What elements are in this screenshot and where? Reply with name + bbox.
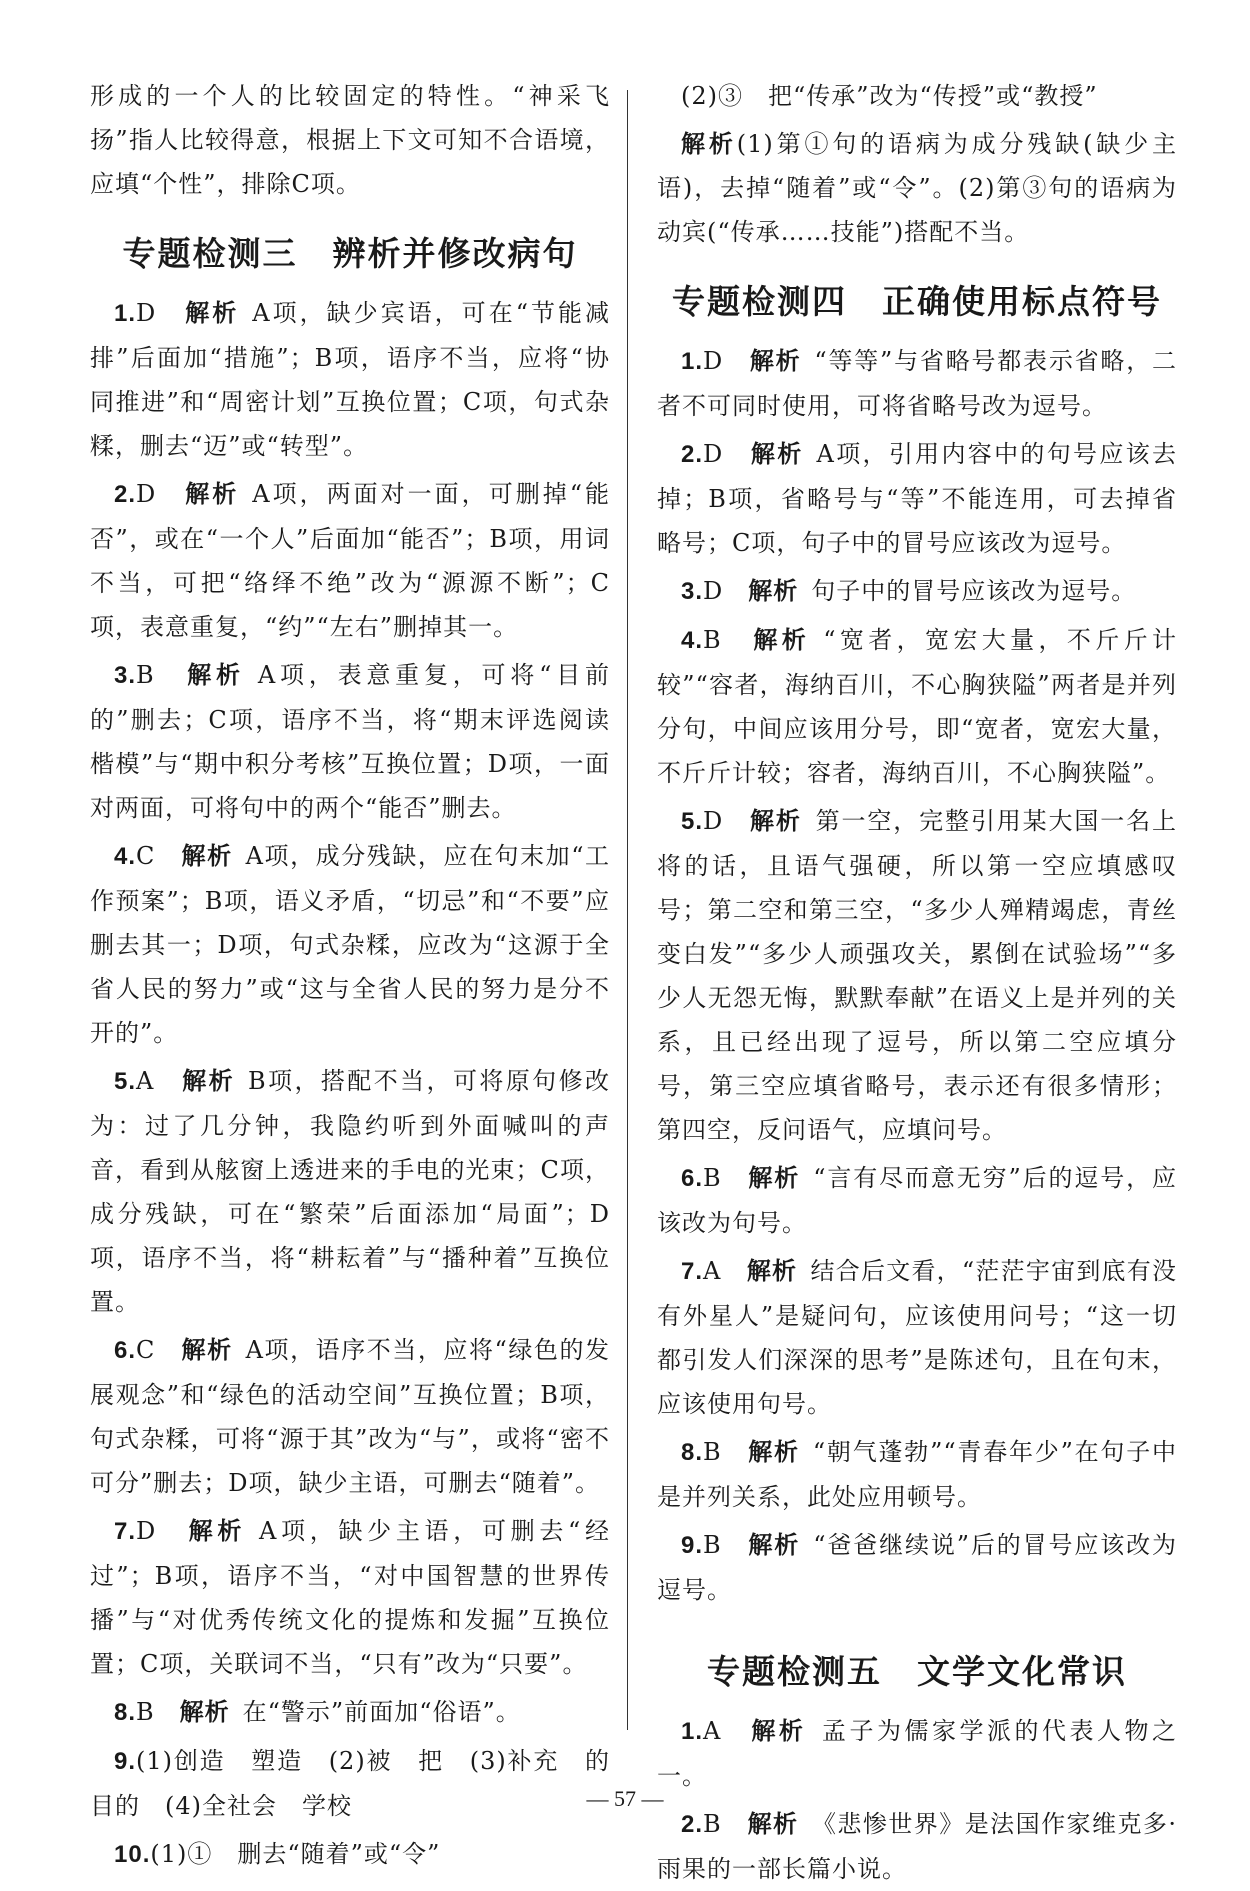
answer-explanation-continuation — [657, 122, 1177, 254]
item-number: 8. — [681, 1439, 704, 1466]
item-text: 在“警示”前面加“俗语”。 — [242, 1698, 521, 1726]
item-number: 7. — [114, 1518, 137, 1545]
item-text: 孟子为儒家学派的代表人物之一。 — [657, 1717, 1178, 1790]
explanation-label: 解析 — [187, 661, 245, 689]
explanation-label: 解析 — [748, 577, 799, 605]
item-text: (1)创造 塑造 (2)被 把 (3)补充 的目的 (4)全社会 学校 — [90, 1747, 610, 1820]
explanation-label: 解析 — [749, 347, 802, 375]
explanation-label: 解析 — [747, 1810, 799, 1838]
answer-item — [657, 569, 1177, 614]
explanation-label: 解析 — [748, 1531, 801, 1559]
section-heading-4: 专题检测四 正确使用标点符号 — [672, 282, 1162, 321]
answer-item — [657, 799, 1177, 1152]
item-number: 1. — [681, 1718, 704, 1745]
answer-list-4 — [657, 339, 1177, 1612]
item-text: 《悲惨世界》是法国作家维克多·雨果的一部长篇小说。 — [657, 1810, 1177, 1883]
explanation-label: 解析 — [185, 299, 240, 327]
item-number: 2. — [681, 1811, 704, 1838]
item-answer: B — [703, 1810, 722, 1838]
section-heading-3: 专题检测三 辨析并修改病句 — [122, 234, 578, 273]
item-number: 1. — [114, 300, 137, 327]
item-number: 8. — [114, 1699, 137, 1726]
item-answer: A — [703, 1717, 722, 1745]
item-text: A项，两面对一面，可删掉“能否”，或在“一个人”后面加“能否”；B项，用词不当，可把“络绎不绝”改为“源源不断”；C项，表意重复，“约”“左右”删掉其一。 — [90, 480, 610, 641]
explanation-label: 解析 — [746, 1257, 798, 1285]
answer-item — [90, 291, 610, 468]
answer-item — [90, 1509, 610, 1686]
item-number: 9. — [114, 1748, 137, 1775]
explanation-label: 解析 — [185, 480, 240, 508]
explanation-label: 解析 — [753, 626, 811, 654]
item-text: A项，引用内容中的句号应该去掉；B项，省略号与“等”不能连用，可去掉省略号；C项，句子中的冒号应该改为逗号。 — [657, 440, 1178, 557]
item-number: 6. — [681, 1165, 704, 1192]
item-text: A项，缺少主语，可删去“经过”；B项，语序不当，“对中国智慧的世界传播”与“对优秀传统文化的提炼和发掘”互换位置；C项，关联词不当，“只有”改为“只要”。 — [90, 1517, 610, 1678]
item-number: 2. — [114, 481, 137, 508]
right-column — [657, 74, 1177, 1891]
item-answer: C — [136, 1336, 156, 1364]
item-answer: A — [703, 1257, 722, 1285]
item-text: “爸爸继续说”后的冒号应该改为逗号。 — [657, 1531, 1178, 1604]
item-text: A项，缺少宾语，可在“节能减排”后面加“措施”；B项，语序不当，应将“协同推进”和“周密计划”互换位置；C项，句式杂糅，删去“迈”或“转型”。 — [90, 299, 610, 460]
item-text: “朝气蓬勃”“青春年少”在句子中是并列关系，此处应用顿号。 — [657, 1438, 1178, 1511]
item-answer: B — [136, 661, 155, 689]
item-text: 句子中的冒号应该改为逗号。 — [811, 577, 1137, 605]
item-answer: D — [703, 577, 724, 605]
explanation-label: 解析 — [750, 440, 804, 468]
explanation-label: 解析 — [182, 1067, 236, 1095]
item-answer: D — [703, 807, 724, 835]
item-answer: B — [136, 1698, 155, 1726]
answer-item — [657, 339, 1177, 428]
item-number: 3. — [681, 578, 704, 605]
item-answer: D — [703, 347, 724, 375]
item-answer: D — [136, 299, 157, 327]
answer-item — [90, 653, 610, 830]
item-text: A项，语序不当，应将“绿色的发展观念”和“绿色的活动空间”互换位置；B项，句式杂糅，可将“源于其”改为“与”，或将“密不可分”删去；D项，缺少主语，可删去“随着”。 — [90, 1336, 611, 1497]
answer-item — [90, 1690, 610, 1735]
item-answer: B — [703, 1164, 722, 1192]
answer-list-3 — [90, 291, 610, 1877]
section-heading-5: 专题检测五 文学文化常识 — [707, 1652, 1127, 1691]
item-text: A项，成分残缺，应在句末加“工作预案”；B项，语义矛盾，“切忌”和“不要”应删去其一；D项，句式杂糅，应改为“这源于全省人民的努力”或“这与全省人民的努力是分不开的”。 — [90, 842, 611, 1047]
item-answer: A — [136, 1067, 155, 1095]
item-number: 2. — [681, 441, 704, 468]
answer-item — [657, 1430, 1177, 1519]
item-text: 第一空，完整引用某大国一名上将的话，且语气强硬，所以第一空应填感叹号；第二空和第三空，“多少人殚精竭虑，青丝变白发”“多少人顽强攻关，累倒在试验场”“多少人无怨无悔，默默奉献”在语义上是并列的关系，且已经出现了逗号，所以第二空应填分号，第三空应填省略号，表示还有很多情形；第四空，反问语气，应填问号。 — [657, 807, 1178, 1144]
item-text: 结合后文看，“茫茫宇宙到底有没有外星人”是疑问句，应该使用问号；“这一切都引发人们深深的思考”是陈述句，且在句末，应该使用句号。 — [657, 1257, 1178, 1418]
explanation-label: 解析 — [179, 1698, 230, 1726]
item-number: 5. — [114, 1068, 137, 1095]
answer-item — [90, 1328, 610, 1505]
item-number: 10. — [114, 1841, 151, 1868]
answer-item — [657, 1156, 1177, 1245]
item-number: 5. — [681, 808, 704, 835]
item-text: B项，搭配不当，可将原句修改为：过了几分钟，我隐约听到外面喊叫的声音，看到从舷窗上透进来的手电的光束；C项，成分残缺，可在“繁荣”后面添加“局面”；D项，语序不当，将“耕耘着”与“播种着”互换位置。 — [90, 1067, 611, 1316]
item-number: 1. — [681, 348, 704, 375]
item-text: (1)① 删去“随着”或“令” — [150, 1840, 441, 1868]
answer-item — [657, 1802, 1177, 1891]
answer-item — [657, 1709, 1177, 1798]
item-answer: C — [136, 842, 156, 870]
answer-continuation: (2)③ 把“传承”改为“传授”或“教授” — [681, 82, 1098, 110]
left-column — [90, 74, 610, 1877]
item-text: “宽者，宽宏大量，不斤斤计较”“容者，海纳百川，不心胸狭隘”两者是并列分句，中间应该用分号，即“宽者，宽宏大量，不斤斤计较；容者，海纳百川，不心胸狭隘”。 — [657, 626, 1178, 787]
item-answer: D — [703, 440, 724, 468]
column-divider — [627, 90, 628, 1730]
item-answer: B — [703, 626, 722, 654]
item-number: 9. — [681, 1532, 704, 1559]
answer-item — [90, 1059, 610, 1324]
explanation-label: 解析 — [681, 130, 737, 158]
explanation-label: 解析 — [751, 1717, 807, 1745]
item-answer: D — [136, 1517, 157, 1545]
answer-item — [657, 618, 1177, 795]
answer-item — [90, 1739, 610, 1828]
explanation-label: 解析 — [748, 1164, 801, 1192]
explanation-label: 解析 — [188, 1517, 247, 1545]
explanation-label: 解析 — [181, 842, 233, 870]
item-number: 6. — [114, 1337, 137, 1364]
answer-item — [657, 432, 1177, 565]
intro-paragraph: 形成的一个人的比较固定的特性。“神采飞扬”指人比较得意，根据上下文可知不合语境，应填“个性”，排除C项。 — [90, 82, 610, 198]
page-number: — 57 — — [586, 1786, 664, 1811]
explanation-label: 解析 — [748, 1438, 800, 1466]
item-number: 3. — [114, 662, 137, 689]
answer-item — [90, 472, 610, 649]
item-number: 7. — [681, 1258, 704, 1285]
item-answer: B — [703, 1438, 722, 1466]
item-text: “言有尽而意无穷”后的逗号，应该改为句号。 — [657, 1164, 1178, 1237]
item-text: A项，表意重复，可将“目前的”删去；C项，语序不当，将“期末评选阅读楷模”与“期中积分考核”互换位置；D项，一面对两面，可将句中的两个“能否”删去。 — [90, 661, 610, 822]
item-number: 4. — [681, 627, 704, 654]
item-answer: D — [136, 480, 157, 508]
explanation-text: (1)第①句的语病为成分残缺(缺少主语)，去掉“随着”或“令”。(2)第③句的语病为动宾(“传承……技能”)搭配不当。 — [657, 130, 1178, 246]
item-answer: B — [703, 1531, 722, 1559]
item-number: 4. — [114, 843, 137, 870]
explanation-label: 解析 — [750, 807, 802, 835]
answer-item — [90, 834, 610, 1055]
explanation-label: 解析 — [181, 1336, 233, 1364]
item-text: “等等”与省略号都表示省略，二者不可同时使用，可将省略号改为逗号。 — [657, 347, 1177, 420]
answer-item — [657, 1249, 1177, 1426]
answer-item — [657, 1523, 1177, 1612]
